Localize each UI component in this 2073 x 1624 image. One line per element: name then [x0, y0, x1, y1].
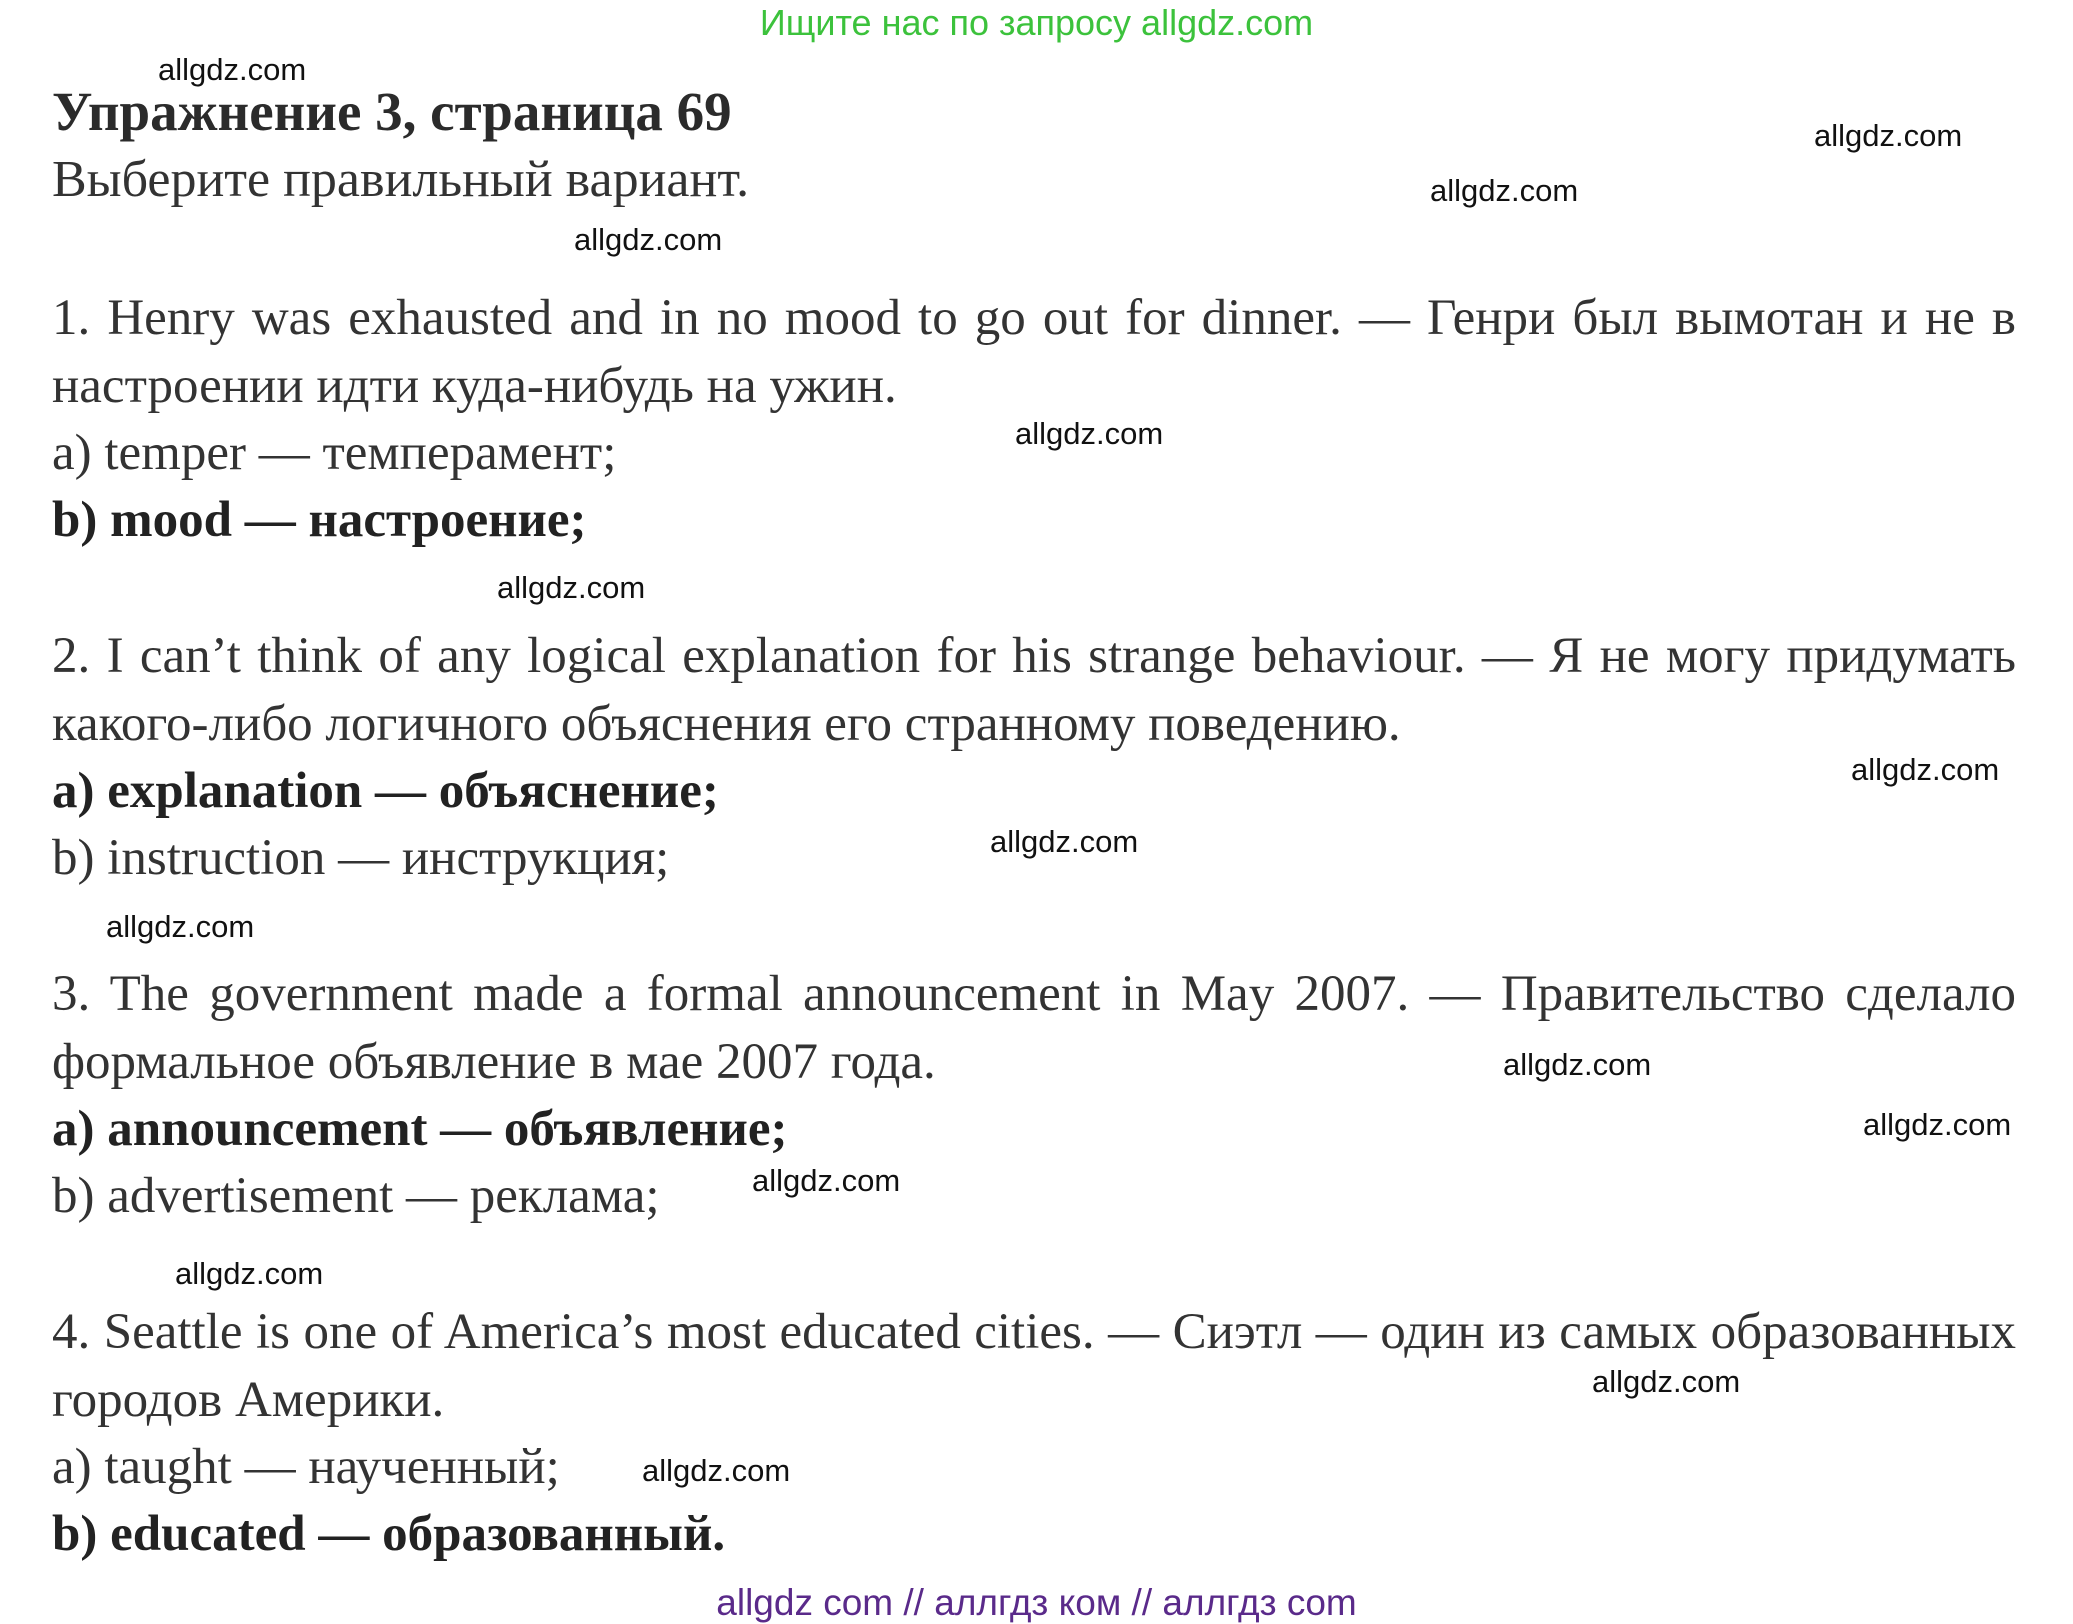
watermark: allgdz.com	[574, 222, 723, 257]
watermark: allgdz.com	[1015, 416, 1164, 451]
option-b: b) instruction — инструкция;	[52, 830, 670, 886]
watermark: allgdz.com	[497, 570, 646, 605]
option-a-correct: a) explanation — объяснение;	[52, 763, 719, 819]
watermark: allgdz.com	[106, 909, 255, 944]
watermark: allgdz.com	[175, 1256, 324, 1291]
watermark: allgdz.com	[1592, 1364, 1741, 1399]
footer-links: allgdz com // аллгдз ком // аллгдз com	[716, 1582, 1357, 1623]
option-b-correct: b) educated — образованный.	[52, 1506, 726, 1562]
option-b-correct: b) mood — настроение;	[52, 492, 587, 548]
option-b: b) advertisement — реклама;	[52, 1168, 660, 1224]
question-text: 1. Henry was exhausted and in no mood to go out for dinner. — Генри был вымотан и не в настроении идти куда-нибудь на ужин.	[52, 290, 2016, 414]
watermark: allgdz.com	[158, 52, 307, 87]
exercise-item-3	[52, 960, 2016, 1230]
watermark: allgdz.com	[1430, 173, 1579, 208]
page-title: Упражнение 3, страница 69	[52, 81, 732, 142]
watermark: allgdz.com	[642, 1453, 791, 1488]
option-a: a) taught — наученный;	[52, 1439, 560, 1495]
question-text: 4. Seattle is one of America’s most educated cities. — Сиэтл — один из самых образованных городов Америки.	[52, 1304, 2016, 1428]
search-banner: Ищите нас по запросу allgdz.com	[759, 2, 1314, 43]
option-a-correct: a) announcement — объявление;	[52, 1101, 788, 1157]
watermark: allgdz.com	[1851, 752, 2000, 787]
watermark: allgdz.com	[1503, 1047, 1652, 1082]
instruction-text: Выберите правильный вариант.	[52, 151, 750, 208]
exercise-item-4	[52, 1298, 2016, 1568]
question-text: 3. The government made a formal announcement in May 2007. — Правительство сделало формальное объявление в мае 2007 года.	[52, 966, 2016, 1090]
option-a: a) temper — темперамент;	[52, 425, 617, 481]
watermark: allgdz.com	[1814, 118, 1963, 153]
watermark: allgdz.com	[1863, 1107, 2012, 1142]
watermark: allgdz.com	[990, 824, 1139, 859]
watermark: allgdz.com	[752, 1163, 901, 1198]
question-text: 2. I can’t think of any logical explanation for his strange behaviour. — Я не могу придумать какого-либо логичного объяснения его странному поведению.	[52, 628, 2016, 752]
